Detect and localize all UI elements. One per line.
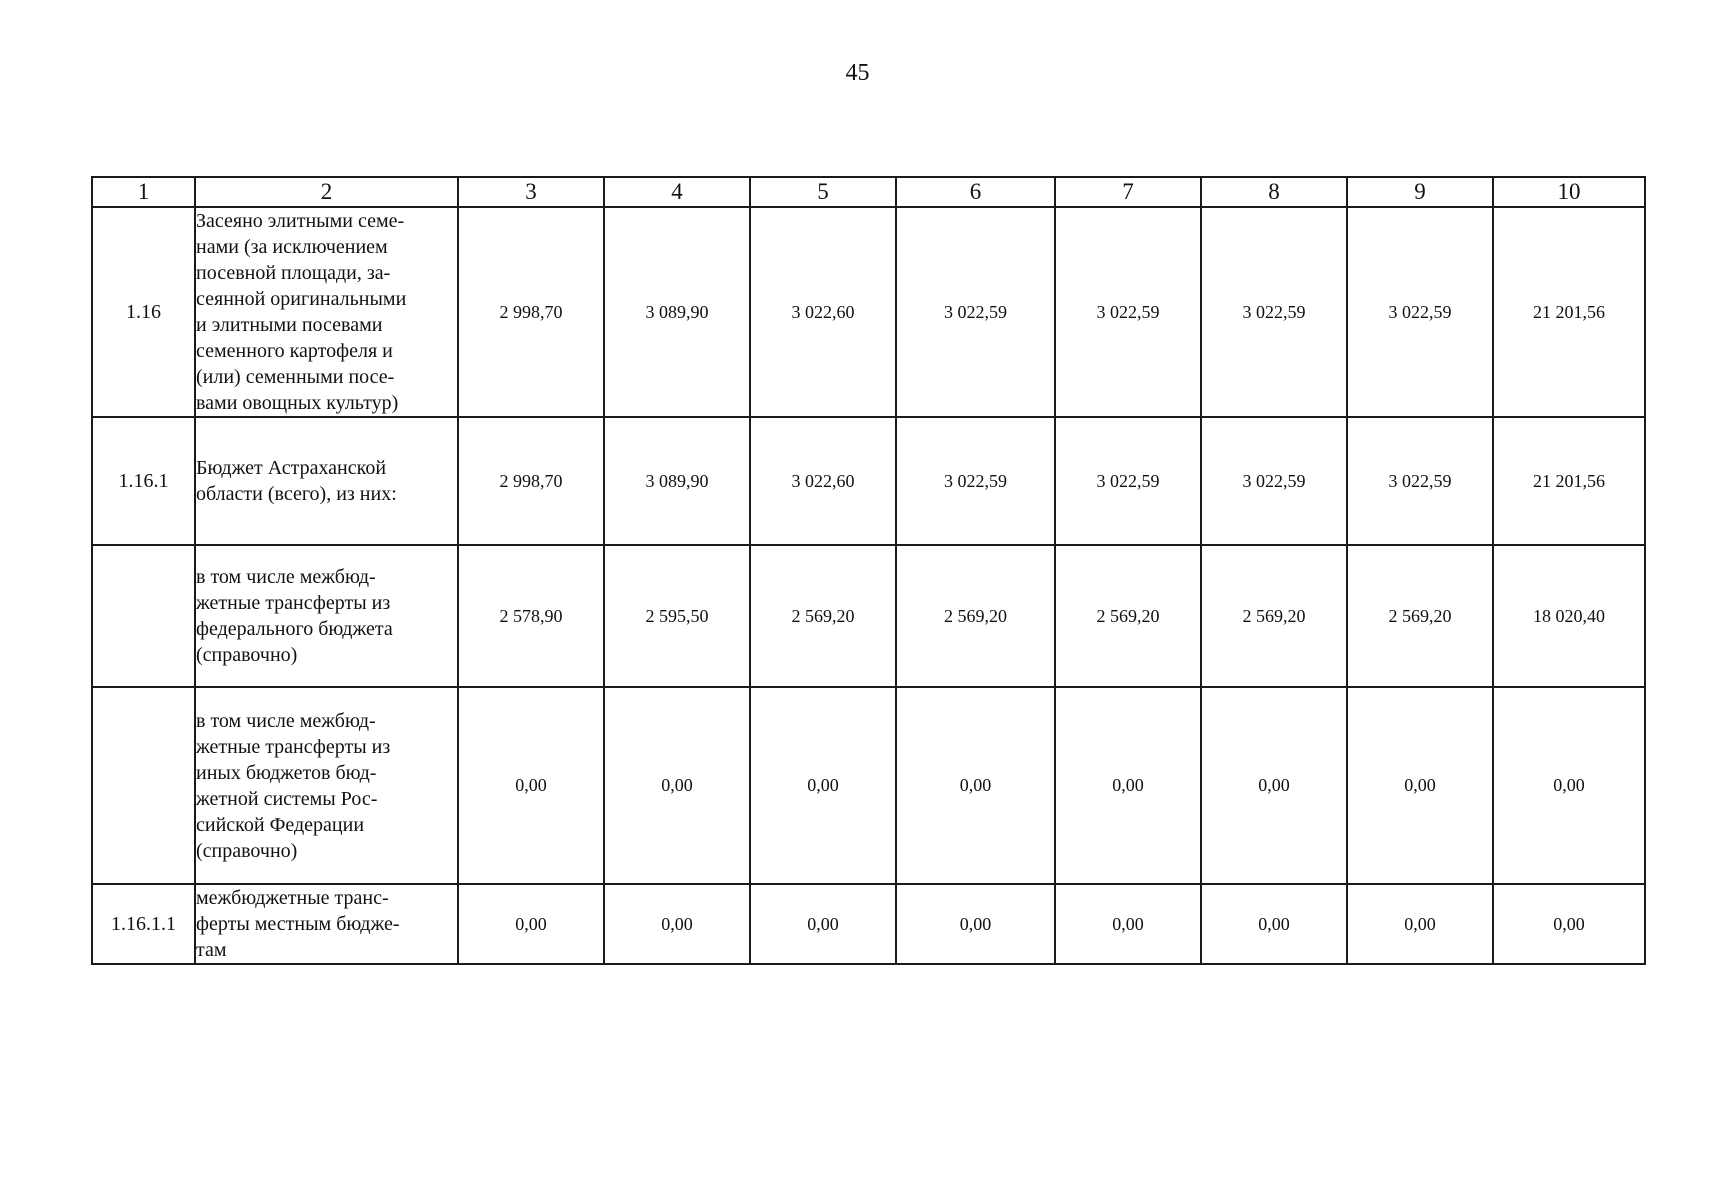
value-cell: 0,00 [1055,687,1201,884]
value-cell: 3 022,59 [1055,207,1201,417]
value-cell: 3 089,90 [604,417,750,545]
value-cell: 3 022,59 [896,417,1055,545]
row-code: 1.16.1 [92,417,195,545]
value-cell: 3 022,59 [1347,207,1493,417]
value-cell: 2 569,20 [1201,545,1347,687]
column-header: 3 [458,177,604,207]
column-header: 9 [1347,177,1493,207]
column-number-row [92,177,1645,207]
value-cell: 2 998,70 [458,207,604,417]
table-row [92,207,1645,417]
column-header: 2 [195,177,458,207]
value-cell: 0,00 [604,884,750,964]
column-header: 1 [92,177,195,207]
total-cell: 0,00 [1493,687,1645,884]
row-description: Бюджет Астраханской области (всего), из них: [195,417,458,545]
table-row [92,417,1645,545]
value-cell: 0,00 [1201,687,1347,884]
value-cell: 0,00 [1347,687,1493,884]
row-description: Засеяно элитными семе- нами (за исключением посевной площади, за- сеянной оригинальными и элитными посевами семенного картофеля и (или) семенными посе- вами овощных культур) [195,207,458,417]
table-row [92,687,1645,884]
value-cell: 0,00 [1055,884,1201,964]
value-cell: 3 022,59 [1201,207,1347,417]
row-code: 1.16.1.1 [92,884,195,964]
row-code [92,545,195,687]
row-code: 1.16 [92,207,195,417]
budget-table [91,176,1646,965]
value-cell: 0,00 [750,884,896,964]
value-cell: 0,00 [896,884,1055,964]
value-cell: 3 022,59 [1201,417,1347,545]
value-cell: 3 022,59 [896,207,1055,417]
value-cell: 2 998,70 [458,417,604,545]
value-cell: 3 022,60 [750,207,896,417]
total-cell: 18 020,40 [1493,545,1645,687]
value-cell: 0,00 [458,687,604,884]
value-cell: 3 022,59 [1347,417,1493,545]
table-row [92,884,1645,964]
value-cell: 0,00 [458,884,604,964]
table-row [92,545,1645,687]
row-code [92,687,195,884]
value-cell: 2 569,20 [1347,545,1493,687]
value-cell: 0,00 [750,687,896,884]
value-cell: 0,00 [896,687,1055,884]
value-cell: 2 569,20 [1055,545,1201,687]
column-header: 5 [750,177,896,207]
value-cell: 0,00 [1201,884,1347,964]
row-description: в том числе межбюд- жетные трансферты из иных бюджетов бюд- жетной системы Рос- сийской Федерации (справочно) [195,687,458,884]
value-cell: 3 022,59 [1055,417,1201,545]
value-cell: 3 089,90 [604,207,750,417]
row-description: в том числе межбюд- жетные трансферты из федерального бюджета (справочно) [195,545,458,687]
page-number: 45 [845,60,870,86]
column-header: 7 [1055,177,1201,207]
value-cell: 3 022,60 [750,417,896,545]
total-cell: 21 201,56 [1493,417,1645,545]
value-cell: 2 569,20 [750,545,896,687]
value-cell: 0,00 [604,687,750,884]
value-cell: 2 569,20 [896,545,1055,687]
value-cell: 2 595,50 [604,545,750,687]
column-header: 10 [1493,177,1645,207]
column-header: 6 [896,177,1055,207]
value-cell: 0,00 [1347,884,1493,964]
value-cell: 2 578,90 [458,545,604,687]
column-header: 4 [604,177,750,207]
total-cell: 21 201,56 [1493,207,1645,417]
row-description: межбюджетные транс- ферты местным бюдже- там [195,884,458,964]
total-cell: 0,00 [1493,884,1645,964]
column-header: 8 [1201,177,1347,207]
